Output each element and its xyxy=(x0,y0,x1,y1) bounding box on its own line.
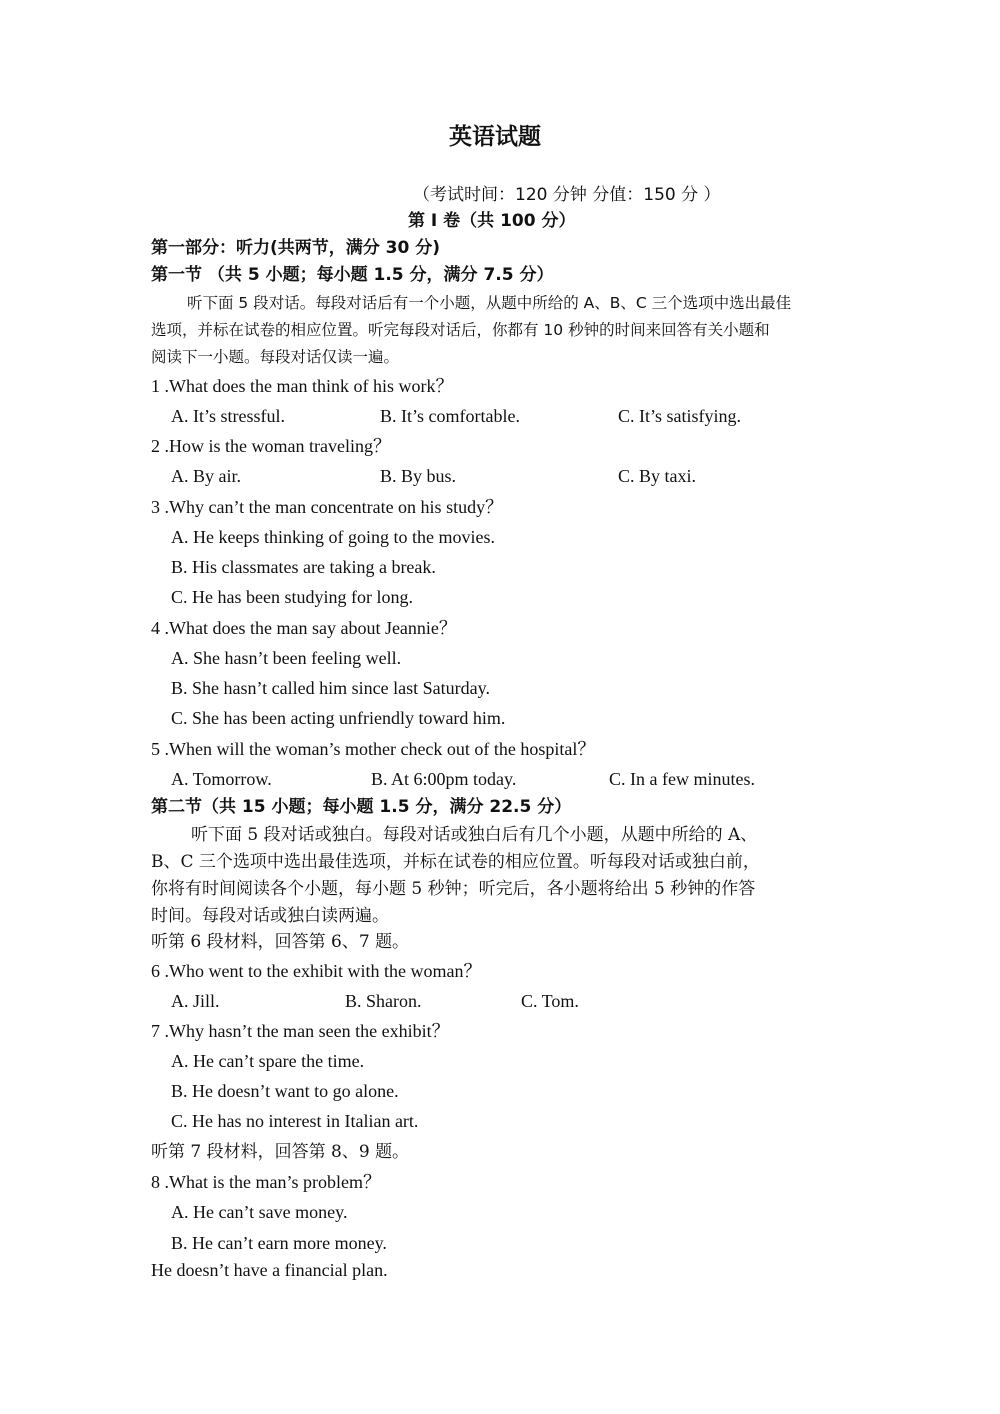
answer-option: B. He doesn’t want to go alone. xyxy=(171,1081,399,1101)
volume-heading: 第 I 卷（共 100 分） xyxy=(408,211,576,231)
section1-instruction-line: 选项，并标在试卷的相应位置。听完每段对话后，你都有 10 秒钟的时间来回答有关小题和 xyxy=(151,321,770,339)
answer-option: B. She hasn’t called him since last Saturday. xyxy=(171,678,490,698)
section2-instruction-line: 听下面 5 段对话或独白。每段对话或独白后有几个小题，从题中所给的 A、 xyxy=(191,825,758,845)
part1-heading: 第一部分：听力(共两节，满分 30 分) xyxy=(151,238,441,258)
answer-option: B. He can’t earn more money. xyxy=(171,1233,387,1253)
section1-instruction-line: 听下面 5 段对话。每段对话后有一个小题，从题中所给的 A、B、C 三个选项中选出最佳 xyxy=(187,294,792,312)
question-stem: 4 .What does the man say about Jeannie？ xyxy=(151,618,457,638)
answer-option: C. He has been studying for long. xyxy=(171,587,413,607)
answer-option: A. He can’t spare the time. xyxy=(171,1051,365,1071)
exam-info: （考试时间：120 分钟 分值：150 分 ） xyxy=(413,185,721,205)
answer-option: C. It’s satisfying. xyxy=(618,406,742,426)
answer-option: B. By bus. xyxy=(380,466,457,486)
question-stem: 3 .Why can’t the man concentrate on his study？ xyxy=(151,497,504,517)
answer-option: C. Tom. xyxy=(521,991,579,1011)
page-title: 英语试题 xyxy=(449,124,541,150)
section2-instruction-line: 时间。每段对话或独白读两遍。 xyxy=(151,906,389,926)
section2-instruction-line: 你将有时间阅读各个小题，每小题 5 秒钟；听完后，各小题将给出 5 秒钟的作答 xyxy=(151,879,756,899)
answer-option: A. Jill. xyxy=(171,991,220,1011)
question-stem: 2 .How is the woman traveling？ xyxy=(151,436,391,456)
section2-instruction-line: B、C 三个选项中选出最佳选项，并标在试卷的相应位置。听每段对话或独白前， xyxy=(151,852,760,872)
question-stem: 8 .What is the man’s problem？ xyxy=(151,1172,381,1192)
question-stem: 5 .When will the woman’s mother check out of the hospital？ xyxy=(151,739,596,759)
answer-option: A. It’s stressful. xyxy=(171,406,285,426)
answer-option: B. At 6:00pm today. xyxy=(371,769,517,789)
answer-option: A. He can’t save money. xyxy=(171,1202,348,1222)
answer-option: A. She hasn’t been feeling well. xyxy=(171,648,402,668)
question-stem: 6 .Who went to the exhibit with the woman？ xyxy=(151,961,482,981)
answer-option: B. His classmates are taking a break. xyxy=(171,557,436,577)
section2-heading: 第二节（共 15 小题；每小题 1.5 分，满分 22.5 分） xyxy=(151,797,572,817)
answer-option: C. She has been acting unfriendly toward him. xyxy=(171,708,506,728)
section1-instruction-line: 阅读下一小题。每段对话仅读一遍。 xyxy=(151,348,400,366)
answer-option: C. By taxi. xyxy=(618,466,697,486)
section1-heading: 第一节 （共 5 小题；每小题 1.5 分，满分 7.5 分） xyxy=(151,265,554,285)
answer-option: He doesn’t have a financial plan. xyxy=(151,1260,388,1280)
answer-option: A. By air. xyxy=(171,466,241,486)
material-heading: 听第 6 段材料，回答第 6、7 题。 xyxy=(151,932,410,952)
material-heading: 听第 7 段材料，回答第 8、9 题。 xyxy=(151,1142,410,1162)
answer-option: C. In a few minutes. xyxy=(609,769,755,789)
answer-option: B. It’s comfortable. xyxy=(380,406,520,426)
answer-option: B. Sharon. xyxy=(345,991,422,1011)
answer-option: A. Tomorrow. xyxy=(171,769,272,789)
question-stem: 1 .What does the man think of his work？ xyxy=(151,376,454,396)
answer-option: A. He keeps thinking of going to the movies. xyxy=(171,527,495,547)
question-stem: 7 .Why hasn’t the man seen the exhibit？ xyxy=(151,1021,450,1041)
answer-option: C. He has no interest in Italian art. xyxy=(171,1111,419,1131)
